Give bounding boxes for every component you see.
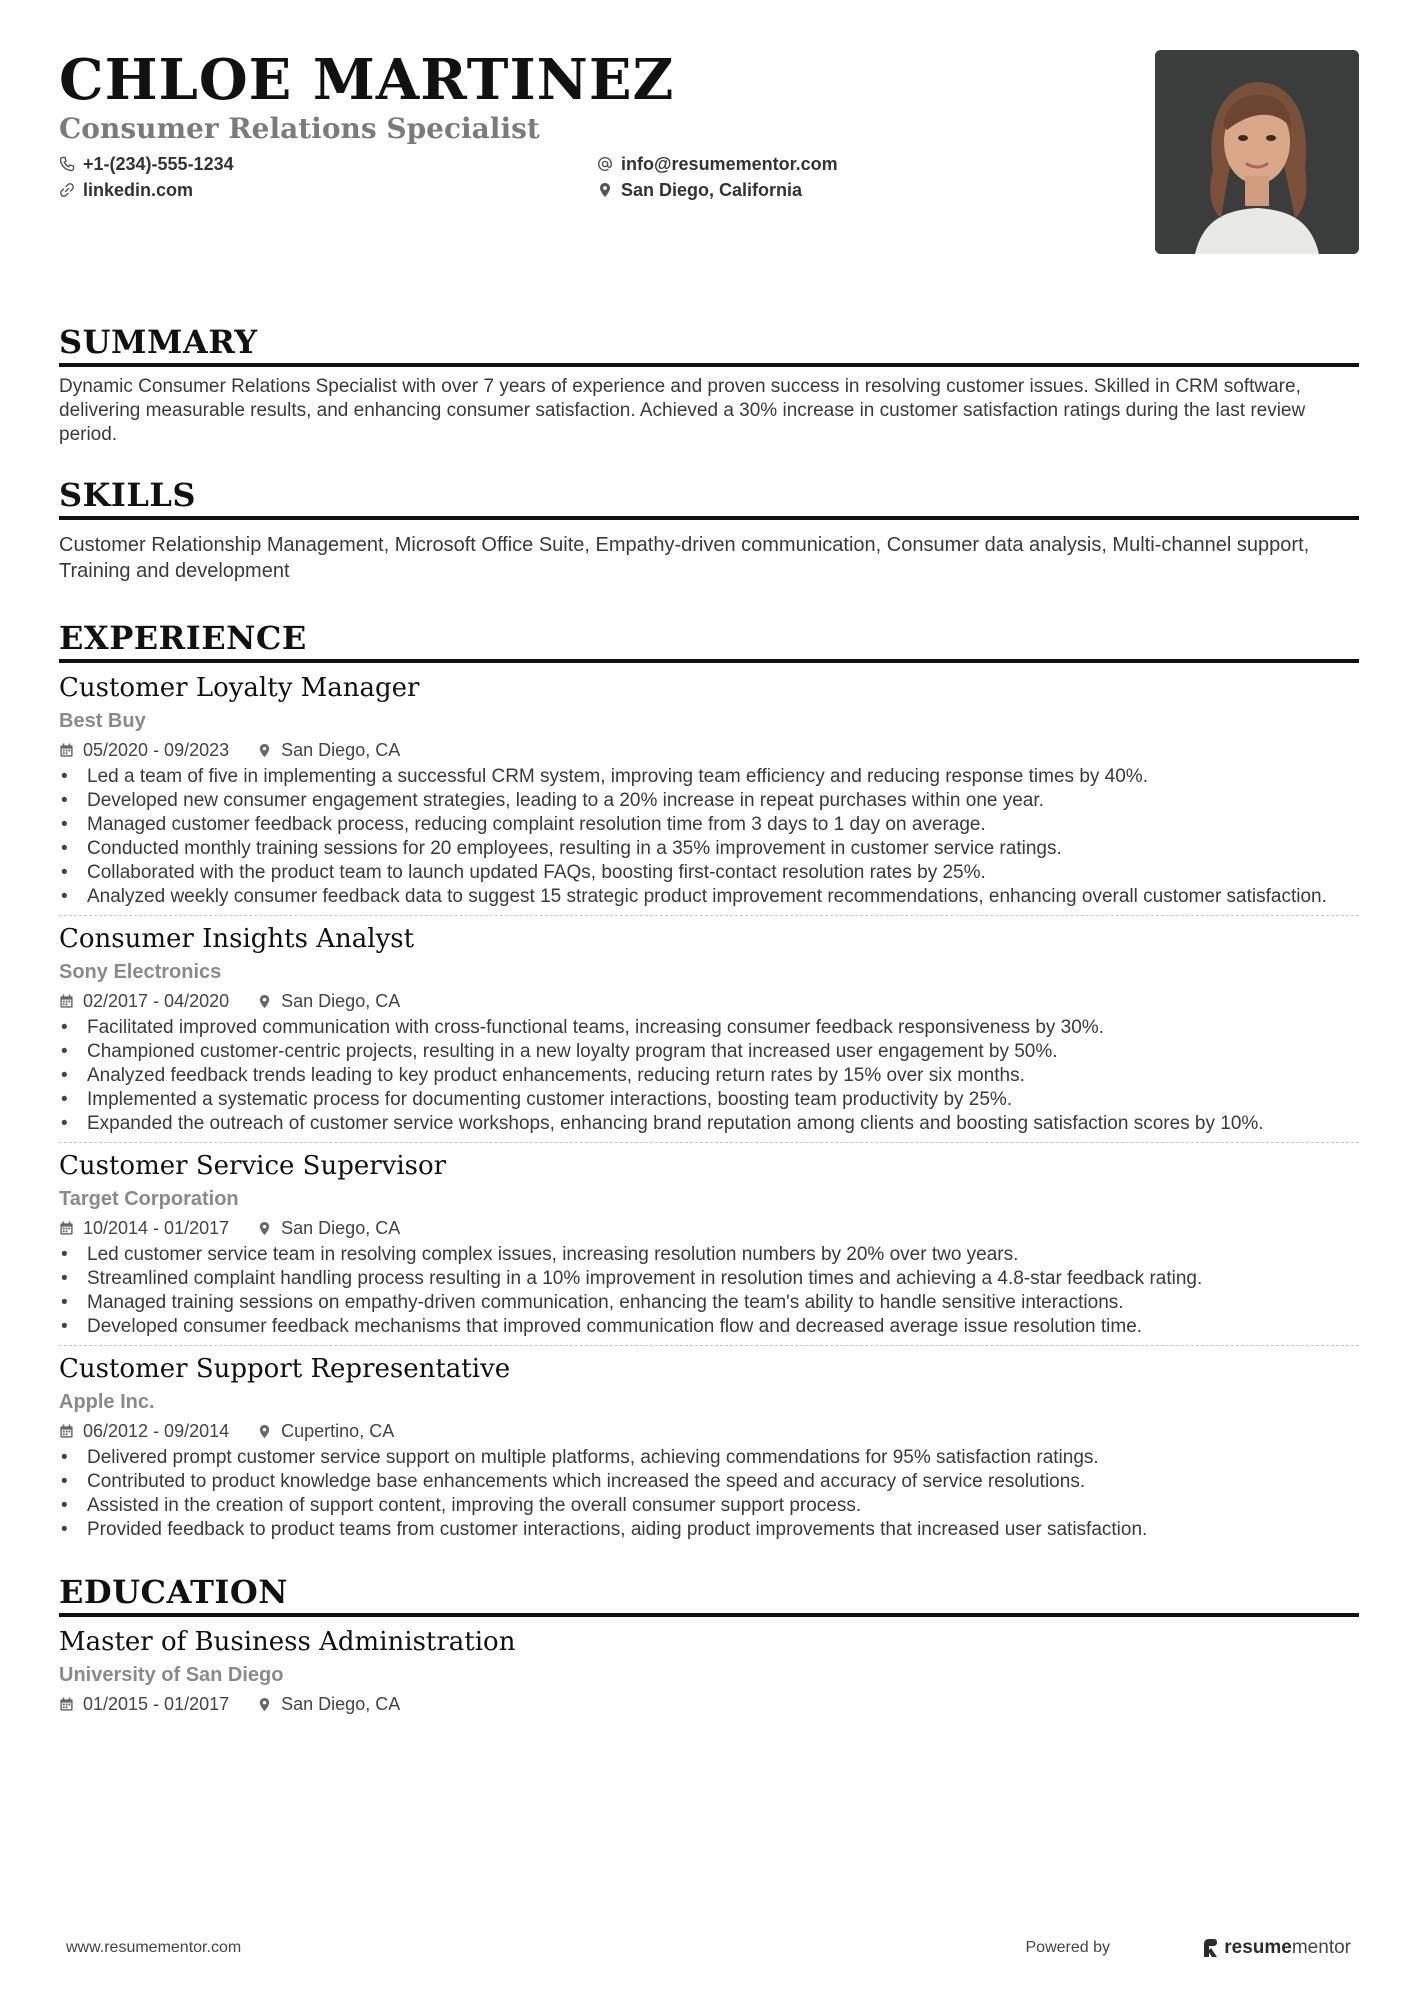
experience-section [59, 618, 1359, 1542]
job-bullets [59, 1446, 1359, 1542]
section-divider [59, 363, 1359, 367]
summary-text: Dynamic Consumer Relations Specialist with over 7 years of experience and proven success in resolving customer issues. Skilled in CRM software, delivering measurable results, and enhancing consumer satisfaction. Achieved a 30% increase in customer satisfaction ratings during the last review period. [59, 376, 1306, 445]
bullet-item: • Streamlined complaint handling process resulting in a 10% improvement in resolution times and achieving a 4.8-star feedback rating. [59, 1267, 1359, 1291]
job-bullets [59, 765, 1359, 909]
job-title: Customer Service Supervisor [59, 1151, 447, 1181]
bullet-item: • Led a team of five in implementing a successful CRM system, improving team efficiency and reducing response times by 40%. [59, 765, 1359, 789]
job-divider [59, 1345, 1359, 1346]
linkedin-text: linkedin.com [83, 179, 194, 200]
resume-header [59, 48, 1359, 253]
phone-icon [59, 156, 75, 172]
brand-name-bold: resume [1224, 1937, 1292, 1958]
bullet-item: • Implemented a systematic process for documenting customer interactions, boosting team productivity by 25%. [59, 1088, 1359, 1112]
section-divider [59, 1613, 1359, 1617]
summary-heading: SUMMARY [59, 323, 258, 361]
bullet-item: • Managed training sessions on empathy-driven communication, enhancing the team's ability to handle sensitive interactions. [59, 1291, 1359, 1315]
bullet-item: • Developed new consumer engagement strategies, leading to a 20% increase in repeat purchases within one year. [59, 789, 1359, 813]
candidate-name: CHLOE MARTINEZ [59, 47, 675, 113]
location-pin-icon [257, 1221, 272, 1236]
footer-website-link[interactable]: www.resumementor.com [66, 1939, 242, 1956]
bullet-item: • Developed consumer feedback mechanisms that improved communication flow and decreased average issue resolution time. [59, 1315, 1359, 1339]
job-location: San Diego, CA [281, 1218, 401, 1238]
location-pin-icon [597, 182, 613, 198]
job-bullets [59, 1016, 1359, 1136]
contact-location [597, 178, 802, 202]
contact-phone[interactable] [59, 152, 234, 176]
skills-text: Customer Relationship Management, Microsoft Office Suite, Empathy-driven communication, Consumer data analysis, Multi-channel support, Training and development [59, 534, 1310, 582]
location-pin-icon [257, 1424, 272, 1439]
brand-logo[interactable] [1202, 1936, 1351, 1960]
job-divider [59, 1142, 1359, 1143]
email-text: info@resumementor.com [621, 153, 838, 174]
bullet-item: • Facilitated improved communication with cross-functional teams, increasing consumer feedback responsiveness by 30%. [59, 1016, 1359, 1040]
calendar-icon [59, 743, 74, 758]
education-location: San Diego, CA [281, 1694, 401, 1714]
job-bullets [59, 1243, 1359, 1339]
location-pin-icon [257, 994, 272, 1009]
brand-name-light: mentor [1291, 1937, 1351, 1958]
job-dates: 06/2012 - 09/2014 [83, 1421, 230, 1441]
job-dates: 02/2017 - 04/2020 [83, 991, 230, 1011]
education-meta [59, 1692, 1359, 1716]
job-entry [59, 922, 1359, 1136]
bullet-item: • Provided feedback to product teams from customer interactions, aiding product improvements that increased user satisfaction. [59, 1518, 1359, 1542]
bullet-item: • Collaborated with the product team to launch updated FAQs, boosting first-contact resolution rates by 25%. [59, 861, 1359, 885]
skills-section [59, 475, 1359, 584]
job-title: Customer Support Representative [59, 1354, 511, 1384]
job-location: Cupertino, CA [281, 1421, 395, 1441]
contact-email[interactable] [597, 152, 838, 176]
skills-heading: SKILLS [59, 476, 196, 514]
education-heading: EDUCATION [59, 1573, 288, 1611]
location-pin-icon [257, 1697, 272, 1712]
summary-section [59, 322, 1359, 447]
at-icon [597, 156, 613, 172]
job-meta [59, 1216, 1359, 1240]
bullet-item: • Led customer service team in resolving complex issues, increasing resolution numbers by 20% over two years. [59, 1243, 1359, 1267]
profile-photo [1155, 50, 1359, 254]
job-meta [59, 1419, 1359, 1443]
education-section [59, 1572, 1359, 1716]
job-meta [59, 738, 1359, 762]
page-footer [0, 1936, 1410, 1966]
job-meta [59, 989, 1359, 1013]
experience-heading: EXPERIENCE [59, 619, 307, 657]
contact-linkedin[interactable] [59, 178, 193, 202]
resumementor-logo-icon [1202, 1938, 1218, 1958]
calendar-icon [59, 1221, 74, 1236]
bullet-item: • Analyzed weekly consumer feedback data to suggest 15 strategic product improvement recommendations, enhancing overall customer satisfaction. [59, 885, 1359, 909]
education-entry [59, 1625, 1359, 1716]
candidate-title: Consumer Relations Specialist [59, 112, 540, 145]
bullet-item: • Contributed to product knowledge base enhancements which increased the speed and accuracy of service resolutions. [59, 1470, 1359, 1494]
education-dates: 01/2015 - 01/2017 [83, 1694, 230, 1714]
bullet-item: • Managed customer feedback process, reducing complaint resolution time from 3 days to 1 day on average. [59, 813, 1359, 837]
job-entry [59, 1352, 1359, 1542]
school-name: University of San Diego [59, 1664, 284, 1686]
job-title: Consumer Insights Analyst [59, 924, 415, 954]
section-divider [59, 516, 1359, 520]
bullet-item: • Expanded the outreach of customer service workshops, enhancing brand reputation among clients and boosting satisfaction scores by 10%. [59, 1112, 1359, 1136]
bullet-item: • Championed customer-centric projects, resulting in a new loyalty program that increased user engagement by 50%. [59, 1040, 1359, 1064]
company-name: Sony Electronics [59, 961, 222, 983]
bullet-item: • Conducted monthly training sessions for 20 employees, resulting in a 35% improvement in customer service ratings. [59, 837, 1359, 861]
job-location: San Diego, CA [281, 991, 401, 1011]
location-text: San Diego, California [621, 179, 803, 200]
bullet-item: • Delivered prompt customer service support on multiple platforms, achieving commendations for 95% satisfaction ratings. [59, 1446, 1359, 1470]
company-name: Apple Inc. [59, 1391, 155, 1413]
link-icon [59, 182, 75, 198]
degree-title: Master of Business Administration [59, 1627, 516, 1657]
job-divider [59, 915, 1359, 916]
calendar-icon [59, 1424, 74, 1439]
company-name: Best Buy [59, 710, 146, 732]
company-name: Target Corporation [59, 1188, 239, 1210]
powered-by-label: Powered by [1025, 1939, 1110, 1956]
job-location: San Diego, CA [281, 740, 401, 760]
resume-page [59, 48, 1359, 1716]
job-dates: 05/2020 - 09/2023 [83, 740, 230, 760]
bullet-item: • Assisted in the creation of support content, improving the overall consumer support process. [59, 1494, 1359, 1518]
calendar-icon [59, 1697, 74, 1712]
section-divider [59, 659, 1359, 663]
job-entry [59, 1149, 1359, 1339]
location-pin-icon [257, 743, 272, 758]
job-dates: 10/2014 - 01/2017 [83, 1218, 230, 1238]
bullet-item: • Analyzed feedback trends leading to key product enhancements, reducing return rates by 15% over six months. [59, 1064, 1359, 1088]
phone-text: +1-(234)-555-1234 [83, 153, 234, 174]
job-title: Customer Loyalty Manager [59, 673, 420, 703]
calendar-icon [59, 994, 74, 1009]
job-entry [59, 671, 1359, 909]
